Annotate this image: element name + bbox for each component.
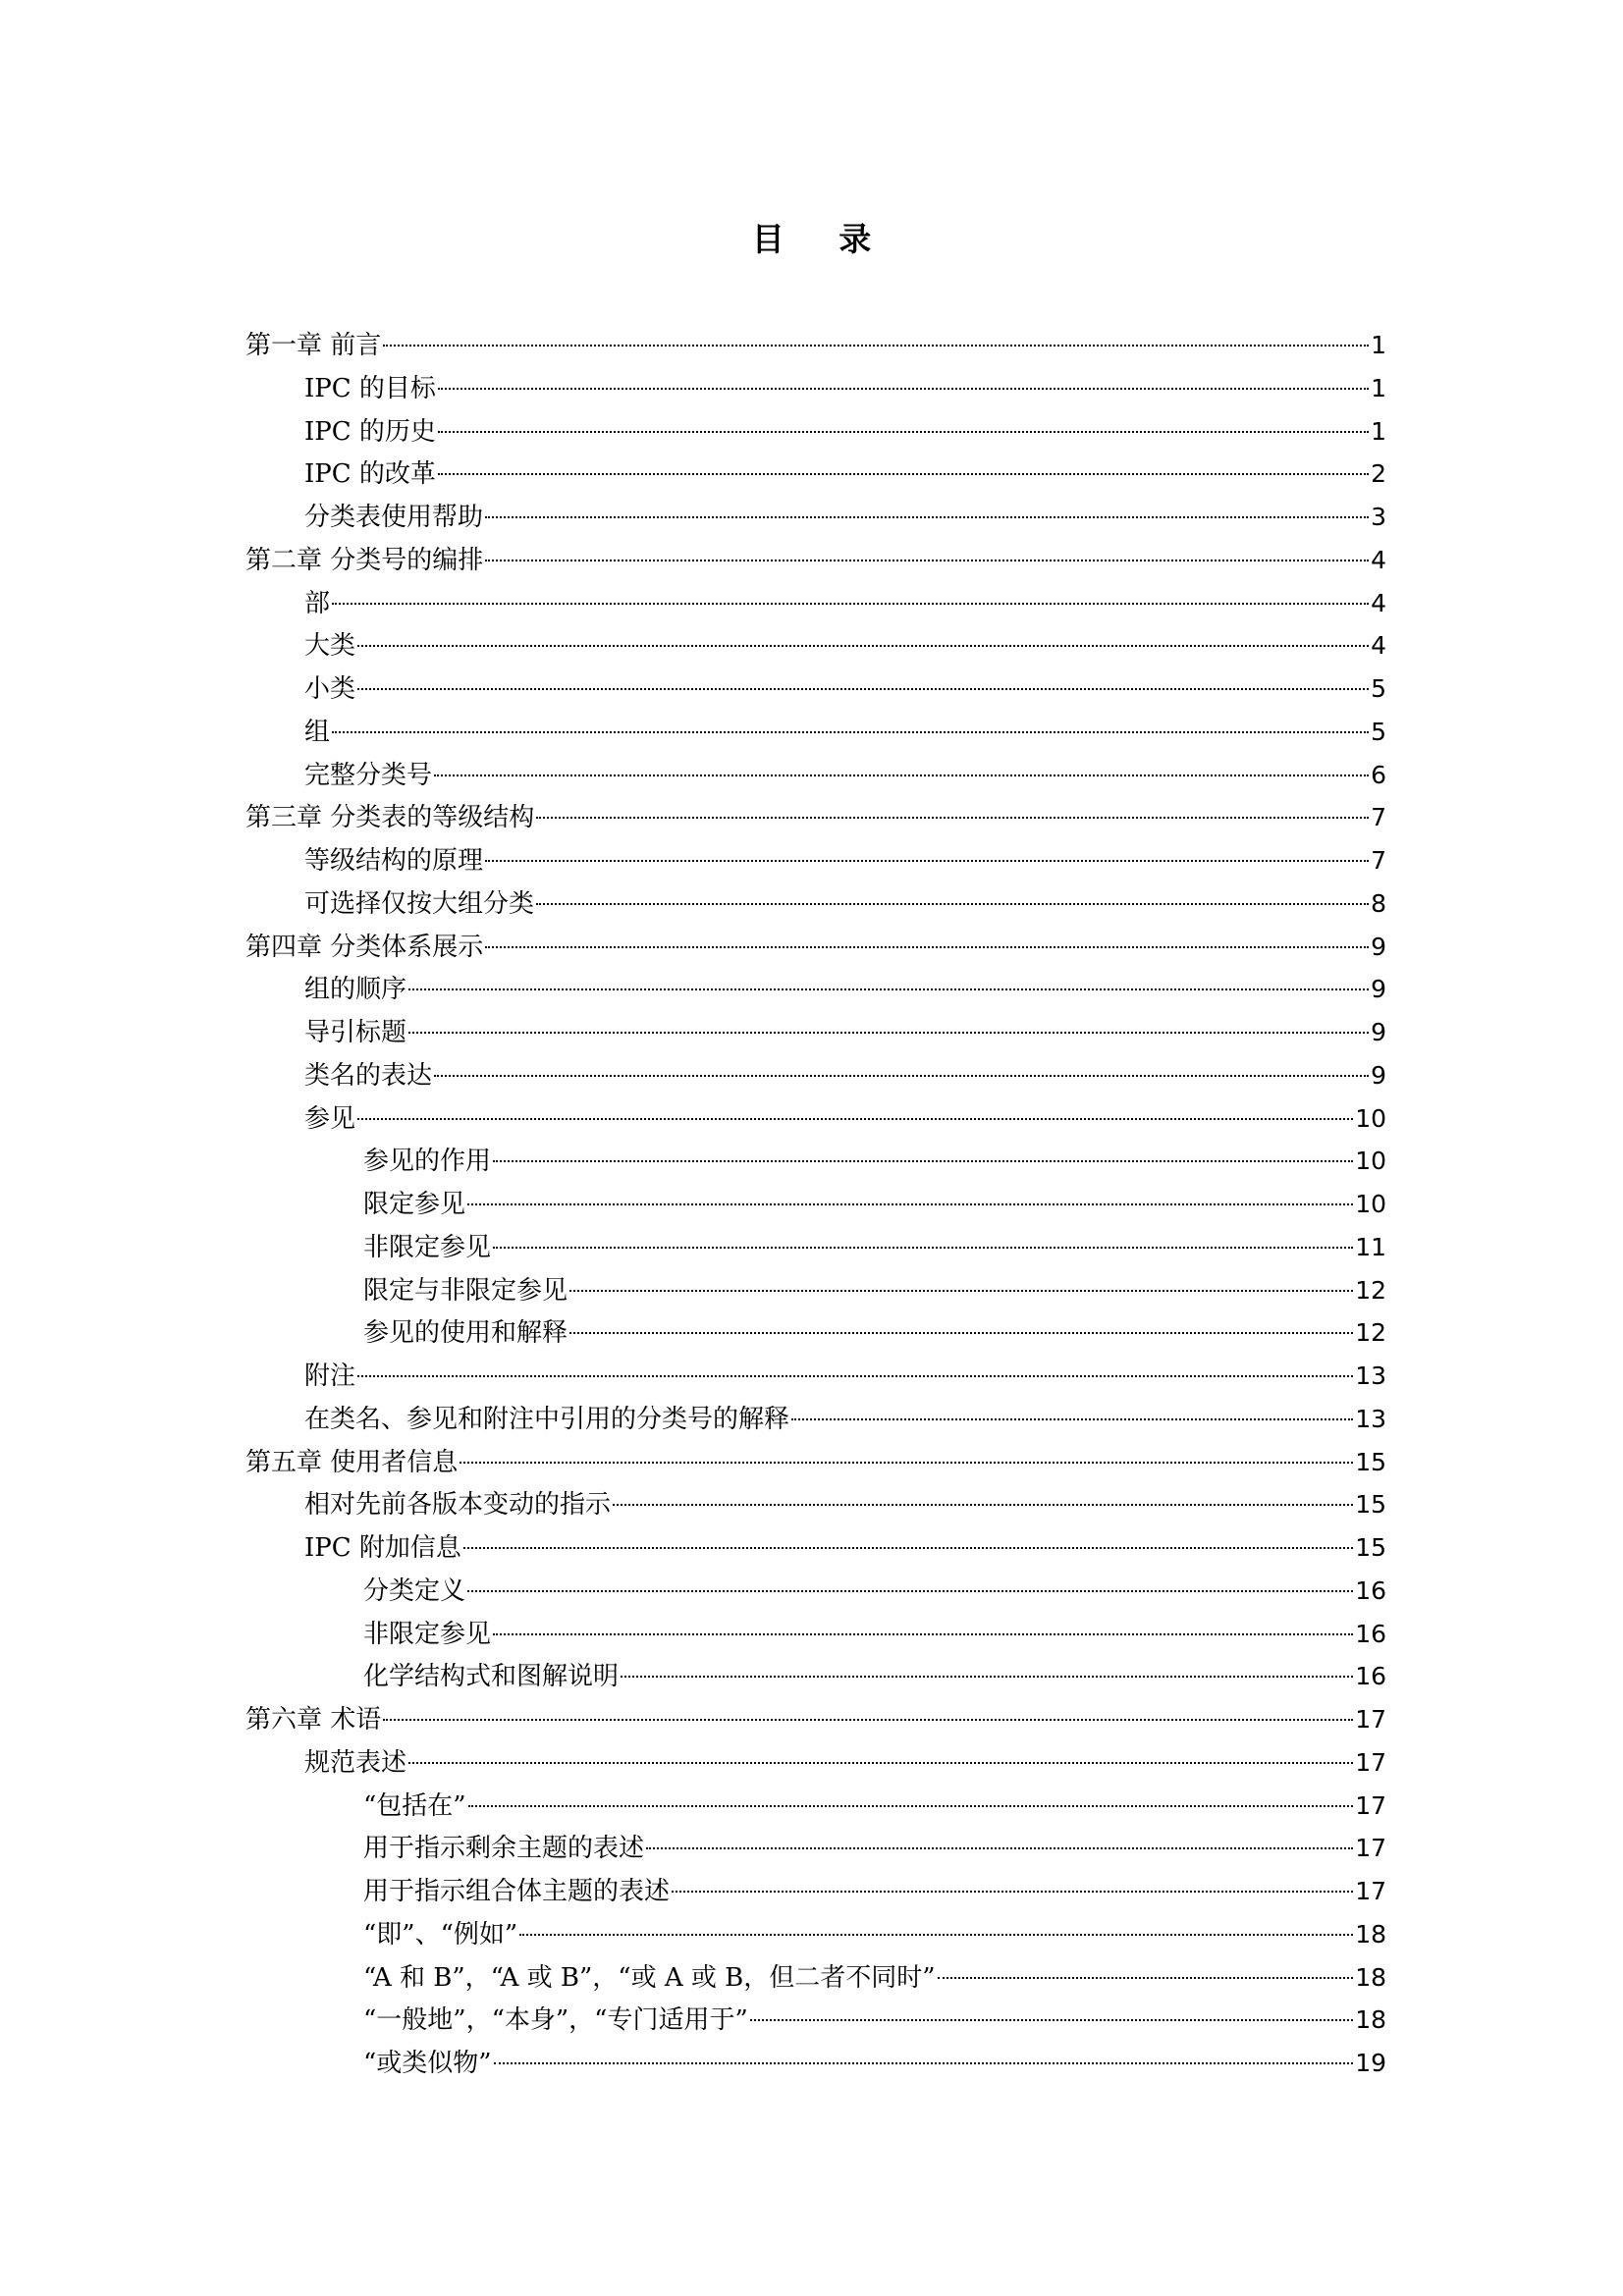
dot-leader	[438, 388, 1369, 390]
dot-leader	[438, 473, 1369, 475]
toc-entry-page-number: 12	[1355, 1275, 1386, 1305]
toc-entry-label: IPC 的改革	[304, 459, 436, 490]
toc-entry[interactable]	[245, 1741, 1386, 1785]
toc-entry-page-number: 16	[1355, 1575, 1386, 1605]
toc-entry[interactable]	[245, 324, 1386, 367]
toc-entry-page-number: 12	[1355, 1318, 1386, 1348]
dot-leader	[357, 645, 1369, 647]
toc-entry-label: “包括在”	[363, 1790, 466, 1821]
dot-leader	[493, 1633, 1353, 1635]
toc-entry[interactable]	[245, 410, 1386, 454]
toc-entry-page-number: 4	[1371, 631, 1386, 661]
toc-entry-label: IPC 附加信息	[304, 1533, 461, 1563]
toc-entry-label: “即”、“例如”	[363, 1919, 518, 1949]
toc-entry-label: 第二章 分类号的编排	[245, 545, 484, 575]
toc-entry-page-number: 16	[1355, 1619, 1386, 1648]
toc-entry-label: 小类	[304, 674, 356, 704]
toc-entry[interactable]	[245, 1097, 1386, 1141]
dot-leader	[938, 1977, 1354, 1979]
toc-entry-page-number: 19	[1355, 2049, 1386, 2077]
toc-entry-page-number: 16	[1355, 1662, 1386, 1691]
toc-entry[interactable]	[245, 1999, 1386, 2042]
toc-entry[interactable]	[245, 367, 1386, 410]
toc-entry[interactable]	[245, 582, 1386, 625]
dot-leader	[408, 1762, 1353, 1764]
toc-entry-page-number: 10	[1355, 1103, 1386, 1133]
toc-entry-label: 限定与非限定参见	[363, 1275, 568, 1306]
dot-leader	[408, 1032, 1369, 1034]
toc-entry-label: “或类似物”	[363, 2049, 492, 2078]
toc-entry-page-number: 9	[1371, 1018, 1386, 1046]
dot-leader	[468, 1805, 1354, 1807]
toc-entry-page-number: 9	[1371, 932, 1386, 961]
toc-entry-page-number: 6	[1371, 760, 1386, 789]
toc-entry-page-number: 8	[1371, 888, 1386, 918]
toc-entry[interactable]	[245, 1355, 1386, 1398]
toc-entry[interactable]	[245, 1870, 1386, 1913]
dot-leader	[434, 774, 1369, 776]
page-title: 目 录	[751, 220, 893, 258]
toc-entry-page-number: 17	[1355, 1747, 1386, 1777]
dot-leader	[357, 688, 1369, 690]
dot-leader	[569, 1290, 1353, 1292]
dot-leader	[672, 1891, 1353, 1893]
toc-entry[interactable]	[245, 1011, 1386, 1054]
toc-entry-label: 参见的作用	[363, 1147, 492, 1177]
dot-leader	[536, 817, 1369, 819]
toc-entry-page-number: 9	[1371, 1060, 1386, 1090]
toc-entry[interactable]	[245, 2042, 1386, 2085]
toc-entry[interactable]	[245, 882, 1386, 926]
toc-entry-page-number: 18	[1355, 2005, 1386, 2035]
toc-entry-page-number: 9	[1371, 975, 1386, 1004]
dot-leader	[485, 560, 1369, 561]
toc-entry[interactable]	[245, 1698, 1386, 1741]
toc-entry-label: 参见的使用和解释	[363, 1318, 568, 1349]
toc-entry-label: 规范表述	[304, 1747, 407, 1778]
toc-entry[interactable]	[245, 1226, 1386, 1269]
toc-entry[interactable]	[245, 1269, 1386, 1312]
toc-entry-label: 导引标题	[304, 1018, 407, 1047]
toc-entry-label: 相对先前各版本变动的指示	[304, 1490, 612, 1521]
toc-entry-page-number: 3	[1371, 503, 1386, 531]
toc-entry[interactable]	[245, 754, 1386, 797]
toc-entry-label: 部	[304, 588, 331, 618]
dot-leader	[750, 2019, 1353, 2021]
toc-entry-label: 用于指示组合体主题的表述	[363, 1877, 671, 1906]
toc-entry[interactable]	[245, 926, 1386, 969]
toc-entry[interactable]	[245, 1613, 1386, 1656]
dot-leader	[383, 345, 1369, 347]
dot-leader	[434, 1075, 1369, 1077]
table-of-contents	[245, 324, 1386, 2085]
dot-leader	[463, 1547, 1353, 1549]
toc-entry-page-number: 13	[1355, 1404, 1386, 1433]
toc-entry[interactable]	[245, 711, 1386, 754]
toc-entry-page-number: 18	[1355, 1962, 1386, 1992]
toc-entry-label: 非限定参见	[363, 1619, 492, 1649]
toc-entry-label: 第四章 分类体系展示	[245, 932, 484, 962]
toc-entry-page-number: 15	[1355, 1533, 1386, 1562]
toc-entry[interactable]	[245, 1398, 1386, 1441]
toc-entry-label: 第五章 使用者信息	[245, 1447, 459, 1477]
toc-entry-label: 等级结构的原理	[304, 846, 484, 876]
dot-leader	[383, 1719, 1353, 1721]
toc-entry[interactable]	[245, 624, 1386, 667]
dot-leader	[613, 1504, 1353, 1506]
dot-leader	[519, 1934, 1353, 1936]
dot-leader	[569, 1332, 1353, 1334]
toc-entry-page-number: 13	[1355, 1362, 1386, 1390]
toc-entry[interactable]	[245, 1956, 1386, 2000]
toc-entry-label: 第六章 术语	[245, 1705, 382, 1735]
dot-leader	[493, 1160, 1353, 1162]
toc-entry[interactable]	[245, 1655, 1386, 1698]
dot-leader	[460, 1462, 1353, 1464]
dot-leader	[485, 516, 1369, 518]
toc-entry-page-number: 15	[1355, 1490, 1386, 1520]
toc-entry-page-number: 5	[1371, 674, 1386, 703]
toc-entry-page-number: 1	[1371, 416, 1386, 446]
toc-entry-label: 组	[304, 717, 331, 747]
toc-entry-label: 分类表使用帮助	[304, 503, 484, 532]
toc-entry[interactable]	[245, 1570, 1386, 1613]
toc-entry-label: 组的顺序	[304, 975, 407, 1005]
dot-leader	[408, 988, 1369, 990]
toc-entry[interactable]	[245, 496, 1386, 539]
dot-leader	[493, 1247, 1353, 1249]
dot-leader	[536, 903, 1369, 905]
toc-entry-label: 第三章 分类表的等级结构	[245, 803, 535, 833]
toc-entry[interactable]	[245, 1183, 1386, 1226]
toc-entry-page-number: 2	[1371, 459, 1386, 489]
dot-leader	[332, 603, 1369, 605]
toc-entry[interactable]	[245, 1311, 1386, 1355]
toc-entry[interactable]	[245, 1140, 1386, 1183]
toc-entry-label: 化学结构式和图解说明	[363, 1662, 620, 1692]
toc-entry[interactable]	[245, 839, 1386, 882]
toc-entry-page-number: 18	[1355, 1919, 1386, 1949]
toc-entry-label: 完整分类号	[304, 760, 433, 790]
toc-entry-page-number: 17	[1355, 1705, 1386, 1734]
toc-entry[interactable]	[245, 1526, 1386, 1570]
toc-entry[interactable]	[245, 1913, 1386, 1956]
toc-entry-page-number: 7	[1371, 803, 1386, 832]
dot-leader	[357, 1375, 1353, 1377]
toc-entry[interactable]	[245, 1054, 1386, 1097]
toc-entry-page-number: 1	[1371, 331, 1386, 359]
dot-leader	[467, 1203, 1353, 1205]
toc-entry-label: 附注	[304, 1362, 356, 1391]
dot-leader	[494, 2062, 1354, 2064]
toc-entry-label: “A 和 B”，“A 或 B”，“或 A 或 B，但二者不同时”	[363, 1962, 936, 1993]
toc-entry-label: 用于指示剩余主题的表述	[363, 1834, 645, 1864]
toc-entry-label: 非限定参见	[363, 1232, 492, 1262]
toc-entry-page-number: 7	[1371, 846, 1386, 875]
dot-leader	[357, 1118, 1353, 1120]
dot-leader	[332, 731, 1369, 733]
toc-entry-label: 类名的表达	[304, 1060, 433, 1091]
toc-entry[interactable]	[245, 453, 1386, 496]
dot-leader	[438, 431, 1369, 433]
dot-leader	[485, 860, 1369, 862]
dot-leader	[485, 946, 1369, 948]
toc-entry-page-number: 4	[1371, 545, 1386, 574]
toc-entry-label: 可选择仅按大组分类	[304, 888, 535, 919]
toc-entry[interactable]	[245, 968, 1386, 1011]
toc-entry-page-number: 4	[1371, 588, 1386, 617]
toc-entry-label: “一般地”，“本身”，“专门适用于”	[363, 2005, 748, 2036]
toc-entry-label: 分类定义	[363, 1575, 466, 1606]
toc-entry[interactable]	[245, 796, 1386, 839]
toc-entry-label: 第一章 前言	[245, 331, 382, 360]
toc-entry-page-number: 17	[1355, 1790, 1386, 1820]
toc-entry[interactable]	[245, 667, 1386, 711]
toc-entry-label: 大类	[304, 631, 356, 662]
toc-entry-label: IPC 的目标	[304, 373, 436, 403]
dot-leader	[791, 1418, 1353, 1420]
toc-entry[interactable]	[245, 1827, 1386, 1870]
toc-entry[interactable]	[245, 1483, 1386, 1526]
toc-entry-page-number: 11	[1355, 1232, 1386, 1261]
toc-entry[interactable]	[245, 1441, 1386, 1484]
toc-entry-label: 参见	[304, 1103, 356, 1134]
toc-entry-page-number: 5	[1371, 717, 1386, 746]
toc-entry-page-number: 15	[1355, 1447, 1386, 1476]
toc-entry-page-number: 17	[1355, 1834, 1386, 1863]
dot-leader	[646, 1847, 1353, 1849]
toc-entry-page-number: 1	[1371, 373, 1386, 402]
toc-entry-page-number: 17	[1355, 1877, 1386, 1905]
toc-entry-page-number: 10	[1355, 1147, 1386, 1176]
toc-entry-page-number: 10	[1355, 1190, 1386, 1218]
toc-entry-label: 限定参见	[363, 1190, 466, 1219]
toc-entry-label: IPC 的历史	[304, 416, 436, 447]
dot-leader	[621, 1676, 1353, 1678]
dot-leader	[467, 1590, 1353, 1592]
toc-entry-label: 在类名、参见和附注中引用的分类号的解释	[304, 1404, 790, 1434]
toc-entry[interactable]	[245, 539, 1386, 582]
toc-entry[interactable]	[245, 1785, 1386, 1828]
